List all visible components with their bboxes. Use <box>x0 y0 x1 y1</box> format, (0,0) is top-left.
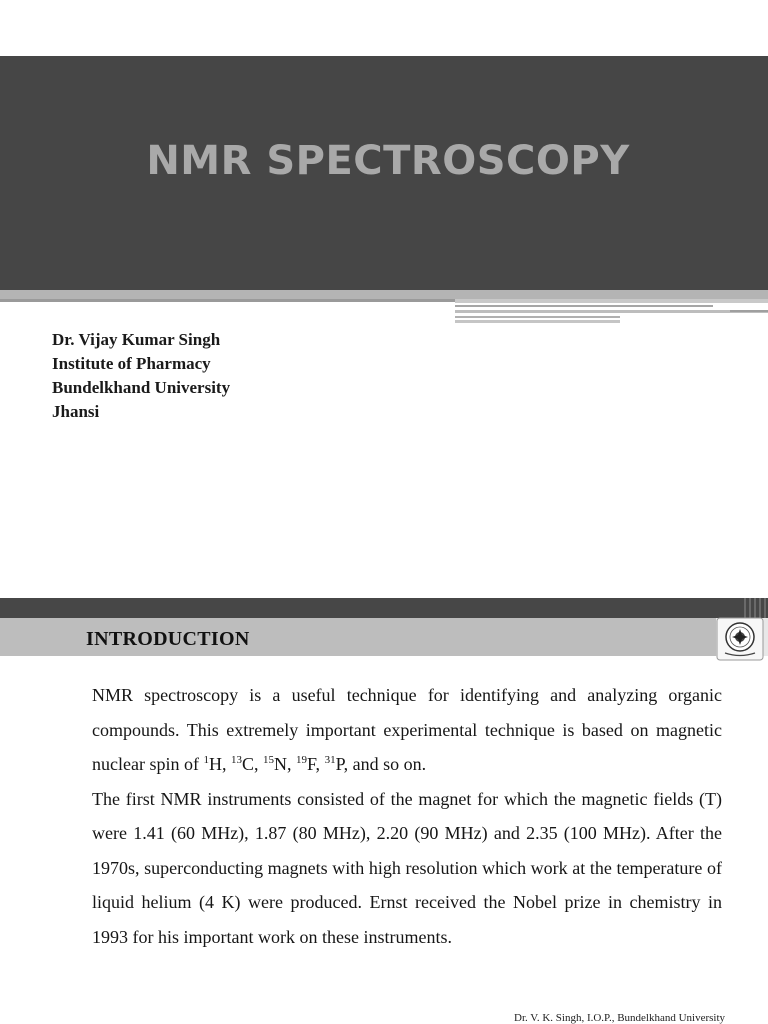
sup-n: 15 <box>262 754 274 766</box>
nucleus-c: C, <box>241 754 263 774</box>
decorative-stripe <box>455 310 768 313</box>
introduction-slide <box>0 598 768 1024</box>
author-name: Dr. Vijay Kumar Singh <box>52 330 221 349</box>
paragraph-2: The first NMR instruments consisted of the magnet for which the magnetic fields (T) were 1.41 (60 MHz), 1.87 (80 MHz), 2.20 (90 MHz) and 2.35 (100 MHz). After the 1970s, superconducting magnets with high resolution which work at the temperature of liquid helium (4 K) were produced. Ernst received the Nobel prize in chemistry in 1993 for his important work on these instruments. <box>92 788 722 947</box>
sup-p: 31 <box>324 754 336 766</box>
decorative-stripe <box>730 310 768 312</box>
author-institute: Institute of Pharmacy <box>52 354 211 373</box>
slide-footer: Dr. V. K. Singh, I.O.P., Bundelkhand University <box>514 1012 726 1024</box>
paragraph-1-text: NMR spectroscopy is a useful technique for identifying and analyzing organic compounds. This extremely important experimental technique is based on magnetic nuclear spin of <box>92 685 722 774</box>
slide-title: NMR SPECTROSCOPY <box>146 138 630 184</box>
decorative-stripe <box>0 290 768 299</box>
top-bar <box>0 598 768 618</box>
nucleus-h: H, <box>208 754 231 774</box>
nucleus-f: F, <box>306 754 325 774</box>
university-seal-icon <box>716 617 764 661</box>
author-university: Bundelkhand University <box>52 378 231 397</box>
nuclei-list <box>203 754 426 774</box>
decorative-stripe <box>455 316 620 318</box>
sup-f: 19 <box>295 754 307 766</box>
section-heading: INTRODUCTION <box>86 628 250 650</box>
nucleus-p: P, and so on. <box>335 754 427 774</box>
decorative-ticks <box>744 598 768 618</box>
decorative-stripe <box>0 299 455 302</box>
sup-c: 13 <box>230 754 242 766</box>
sup-h: 1 <box>203 754 209 766</box>
introduction-body <box>92 678 722 954</box>
paragraph-1 <box>92 678 722 782</box>
author-block <box>52 328 230 424</box>
author-city: Jhansi <box>52 402 100 421</box>
decorative-stripe <box>455 299 768 303</box>
nucleus-n: N, <box>273 754 296 774</box>
decorative-stripe <box>455 320 620 323</box>
decorative-stripe <box>455 305 713 307</box>
